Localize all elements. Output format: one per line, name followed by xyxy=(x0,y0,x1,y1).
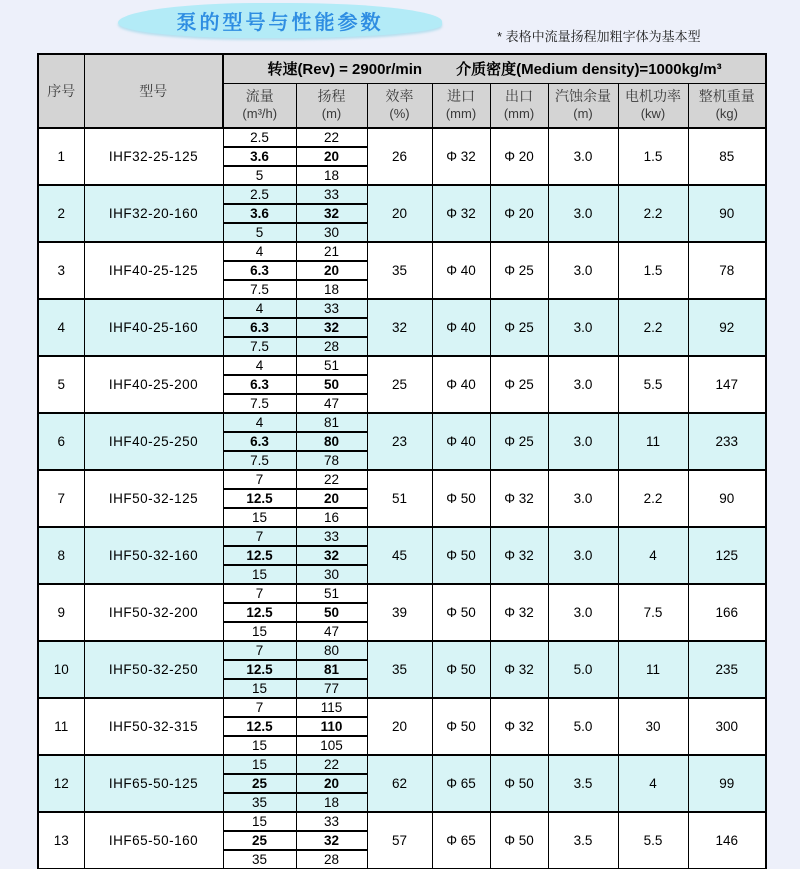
efficiency-cell: 45 xyxy=(367,527,432,584)
inlet-cell: Φ 32 xyxy=(432,128,490,185)
head-cell: 33 xyxy=(296,185,367,204)
inlet-cell: Φ 50 xyxy=(432,584,490,641)
flow-cell: 3.6 xyxy=(223,204,296,223)
head-cell: 32 xyxy=(296,546,367,565)
speed-condition: 转速(Rev) = 2900r/min xyxy=(267,61,423,79)
row-number-cell: 2 xyxy=(38,185,84,242)
model-cell: IHF40-25-200 xyxy=(84,356,223,413)
pump-row-subrow xyxy=(38,185,766,204)
head-cell: 21 xyxy=(296,242,367,261)
flow-cell: 7 xyxy=(223,470,296,489)
col-header-motor-power: 电机功率 (kw) xyxy=(618,83,688,128)
row-number-cell: 10 xyxy=(38,641,84,698)
head-cell: 18 xyxy=(296,166,367,185)
head-cell: 33 xyxy=(296,812,367,831)
head-cell: 110 xyxy=(296,717,367,736)
motor-power-cell: 2.2 xyxy=(618,185,688,242)
head-cell: 32 xyxy=(296,831,367,850)
head-cell: 80 xyxy=(296,641,367,660)
row-number-cell: 12 xyxy=(38,755,84,812)
weight-cell: 85 xyxy=(688,128,766,185)
head-cell: 20 xyxy=(296,261,367,280)
pump-row-subrow xyxy=(38,755,766,774)
outlet-cell: Φ 32 xyxy=(490,527,548,584)
weight-cell: 166 xyxy=(688,584,766,641)
model-cell: IHF32-25-125 xyxy=(84,128,223,185)
head-cell: 50 xyxy=(296,375,367,394)
outlet-cell: Φ 20 xyxy=(490,185,548,242)
motor-power-cell: 4 xyxy=(618,527,688,584)
table-header xyxy=(38,54,766,128)
efficiency-cell: 39 xyxy=(367,584,432,641)
head-cell: 30 xyxy=(296,223,367,242)
motor-power-cell: 5.5 xyxy=(618,356,688,413)
head-cell: 28 xyxy=(296,337,367,356)
flow-cell: 35 xyxy=(223,850,296,869)
head-cell: 32 xyxy=(296,204,367,223)
npsh-cell: 3.0 xyxy=(548,584,618,641)
flow-cell: 15 xyxy=(223,565,296,584)
npsh-cell: 3.5 xyxy=(548,812,618,869)
head-cell: 16 xyxy=(296,508,367,527)
model-cell: IHF40-25-125 xyxy=(84,242,223,299)
npsh-cell: 3.5 xyxy=(548,755,618,812)
npsh-cell: 3.0 xyxy=(548,527,618,584)
model-cell: IHF40-25-250 xyxy=(84,413,223,470)
flow-cell: 7 xyxy=(223,584,296,603)
conditions-header xyxy=(223,54,766,83)
motor-power-cell: 7.5 xyxy=(618,584,688,641)
motor-power-cell: 1.5 xyxy=(618,128,688,185)
head-cell: 81 xyxy=(296,660,367,679)
page-header xyxy=(0,0,800,53)
flow-cell: 5 xyxy=(223,223,296,242)
flow-cell: 15 xyxy=(223,508,296,527)
outlet-cell: Φ 32 xyxy=(490,470,548,527)
flow-cell: 12.5 xyxy=(223,717,296,736)
head-cell: 78 xyxy=(296,451,367,470)
weight-cell: 90 xyxy=(688,470,766,527)
row-number-cell: 11 xyxy=(38,698,84,755)
row-number-cell: 7 xyxy=(38,470,84,527)
row-number-cell: 4 xyxy=(38,299,84,356)
model-cell: IHF50-32-200 xyxy=(84,584,223,641)
flow-cell: 15 xyxy=(223,736,296,755)
weight-cell: 300 xyxy=(688,698,766,755)
model-cell: IHF32-20-160 xyxy=(84,185,223,242)
head-cell: 30 xyxy=(296,565,367,584)
pump-row-subrow xyxy=(38,356,766,375)
row-number-cell: 1 xyxy=(38,128,84,185)
inlet-cell: Φ 40 xyxy=(432,356,490,413)
density-condition: 介质密度(Medium density)=1000kg/m³ xyxy=(456,61,722,79)
npsh-cell: 3.0 xyxy=(548,242,618,299)
pump-spec-table xyxy=(37,53,767,869)
head-cell: 47 xyxy=(296,622,367,641)
pump-row-subrow xyxy=(38,584,766,603)
head-cell: 81 xyxy=(296,413,367,432)
row-number-cell: 5 xyxy=(38,356,84,413)
flow-cell: 4 xyxy=(223,356,296,375)
npsh-cell: 3.0 xyxy=(548,413,618,470)
col-header-outlet: 出口 (mm) xyxy=(490,83,548,128)
efficiency-cell: 20 xyxy=(367,698,432,755)
flow-cell: 15 xyxy=(223,755,296,774)
pump-row-subrow xyxy=(38,527,766,546)
col-header-head: 扬程 (m) xyxy=(296,83,367,128)
flow-cell: 7.5 xyxy=(223,451,296,470)
motor-power-cell: 4 xyxy=(618,755,688,812)
col-header-flow: 流量 (m³/h) xyxy=(223,83,296,128)
head-cell: 18 xyxy=(296,793,367,812)
col-header-inlet: 进口 (mm) xyxy=(432,83,490,128)
head-cell: 22 xyxy=(296,755,367,774)
title-ellipse xyxy=(118,3,442,38)
motor-power-cell: 2.2 xyxy=(618,470,688,527)
head-cell: 20 xyxy=(296,147,367,166)
inlet-cell: Φ 65 xyxy=(432,755,490,812)
inlet-cell: Φ 50 xyxy=(432,527,490,584)
outlet-cell: Φ 25 xyxy=(490,413,548,470)
efficiency-cell: 62 xyxy=(367,755,432,812)
flow-cell: 15 xyxy=(223,622,296,641)
table-body xyxy=(38,128,766,869)
flow-cell: 4 xyxy=(223,413,296,432)
head-cell: 77 xyxy=(296,679,367,698)
efficiency-cell: 35 xyxy=(367,242,432,299)
flow-cell: 7.5 xyxy=(223,280,296,299)
flow-cell: 12.5 xyxy=(223,603,296,622)
inlet-cell: Φ 65 xyxy=(432,812,490,869)
outlet-cell: Φ 25 xyxy=(490,299,548,356)
head-cell: 33 xyxy=(296,299,367,318)
pump-row-subrow xyxy=(38,413,766,432)
outlet-cell: Φ 50 xyxy=(490,755,548,812)
weight-cell: 235 xyxy=(688,641,766,698)
flow-cell: 5 xyxy=(223,166,296,185)
motor-power-cell: 30 xyxy=(618,698,688,755)
motor-power-cell: 11 xyxy=(618,641,688,698)
model-cell: IHF65-50-160 xyxy=(84,812,223,869)
flow-cell: 4 xyxy=(223,299,296,318)
weight-cell: 92 xyxy=(688,299,766,356)
efficiency-cell: 20 xyxy=(367,185,432,242)
pump-row-subrow xyxy=(38,698,766,717)
outlet-cell: Φ 32 xyxy=(490,641,548,698)
model-cell: IHF50-32-125 xyxy=(84,470,223,527)
pump-row-subrow xyxy=(38,128,766,147)
pump-row-subrow xyxy=(38,470,766,489)
head-cell: 18 xyxy=(296,280,367,299)
model-cell: IHF40-25-160 xyxy=(84,299,223,356)
row-number-cell: 3 xyxy=(38,242,84,299)
head-cell: 22 xyxy=(296,470,367,489)
flow-cell: 12.5 xyxy=(223,660,296,679)
weight-cell: 90 xyxy=(688,185,766,242)
col-header-model: 型号 xyxy=(84,54,223,128)
outlet-cell: Φ 32 xyxy=(490,584,548,641)
inlet-cell: Φ 50 xyxy=(432,641,490,698)
npsh-cell: 3.0 xyxy=(548,128,618,185)
head-cell: 33 xyxy=(296,527,367,546)
pump-row-subrow xyxy=(38,299,766,318)
flow-cell: 15 xyxy=(223,679,296,698)
col-header-weight: 整机重量 (kg) xyxy=(688,83,766,128)
motor-power-cell: 2.2 xyxy=(618,299,688,356)
flow-cell: 7 xyxy=(223,698,296,717)
inlet-cell: Φ 40 xyxy=(432,413,490,470)
pump-row-subrow xyxy=(38,641,766,660)
npsh-cell: 5.0 xyxy=(548,698,618,755)
efficiency-cell: 26 xyxy=(367,128,432,185)
pump-row-subrow xyxy=(38,242,766,261)
col-header-npsh: 汽蚀余量 (m) xyxy=(548,83,618,128)
npsh-cell: 3.0 xyxy=(548,185,618,242)
head-cell: 50 xyxy=(296,603,367,622)
weight-cell: 78 xyxy=(688,242,766,299)
flow-cell: 2.5 xyxy=(223,185,296,204)
weight-cell: 125 xyxy=(688,527,766,584)
head-cell: 28 xyxy=(296,850,367,869)
head-cell: 47 xyxy=(296,394,367,413)
flow-cell: 25 xyxy=(223,774,296,793)
efficiency-cell: 25 xyxy=(367,356,432,413)
flow-cell: 4 xyxy=(223,242,296,261)
flow-cell: 12.5 xyxy=(223,546,296,565)
row-number-cell: 8 xyxy=(38,527,84,584)
basic-type-note: * 表格中流量扬程加粗字体为基本型 xyxy=(497,29,701,44)
outlet-cell: Φ 25 xyxy=(490,242,548,299)
efficiency-cell: 57 xyxy=(367,812,432,869)
inlet-cell: Φ 50 xyxy=(432,470,490,527)
head-cell: 20 xyxy=(296,489,367,508)
npsh-cell: 3.0 xyxy=(548,299,618,356)
flow-cell: 15 xyxy=(223,812,296,831)
pump-row-subrow xyxy=(38,812,766,831)
outlet-cell: Φ 50 xyxy=(490,812,548,869)
head-cell: 51 xyxy=(296,356,367,375)
model-cell: IHF50-32-250 xyxy=(84,641,223,698)
head-cell: 105 xyxy=(296,736,367,755)
model-cell: IHF50-32-315 xyxy=(84,698,223,755)
flow-cell: 6.3 xyxy=(223,432,296,451)
col-header-serial: 序号 xyxy=(38,54,84,128)
npsh-cell: 5.0 xyxy=(548,641,618,698)
flow-cell: 7 xyxy=(223,527,296,546)
npsh-cell: 3.0 xyxy=(548,356,618,413)
flow-cell: 6.3 xyxy=(223,261,296,280)
col-header-efficiency: 效率 (%) xyxy=(367,83,432,128)
head-cell: 80 xyxy=(296,432,367,451)
inlet-cell: Φ 32 xyxy=(432,185,490,242)
weight-cell: 99 xyxy=(688,755,766,812)
inlet-cell: Φ 50 xyxy=(432,698,490,755)
outlet-cell: Φ 32 xyxy=(490,698,548,755)
head-cell: 51 xyxy=(296,584,367,603)
row-number-cell: 13 xyxy=(38,812,84,869)
weight-cell: 233 xyxy=(688,413,766,470)
efficiency-cell: 51 xyxy=(367,470,432,527)
outlet-cell: Φ 25 xyxy=(490,356,548,413)
head-cell: 20 xyxy=(296,774,367,793)
motor-power-cell: 5.5 xyxy=(618,812,688,869)
inlet-cell: Φ 40 xyxy=(432,299,490,356)
motor-power-cell: 1.5 xyxy=(618,242,688,299)
flow-cell: 35 xyxy=(223,793,296,812)
flow-cell: 3.6 xyxy=(223,147,296,166)
motor-power-cell: 11 xyxy=(618,413,688,470)
efficiency-cell: 35 xyxy=(367,641,432,698)
model-cell: IHF65-50-125 xyxy=(84,755,223,812)
efficiency-cell: 23 xyxy=(367,413,432,470)
flow-cell: 7.5 xyxy=(223,337,296,356)
flow-cell: 7 xyxy=(223,641,296,660)
head-cell: 22 xyxy=(296,128,367,147)
head-cell: 115 xyxy=(296,698,367,717)
flow-cell: 6.3 xyxy=(223,318,296,337)
flow-cell: 2.5 xyxy=(223,128,296,147)
efficiency-cell: 32 xyxy=(367,299,432,356)
flow-cell: 12.5 xyxy=(223,489,296,508)
outlet-cell: Φ 20 xyxy=(490,128,548,185)
flow-cell: 6.3 xyxy=(223,375,296,394)
inlet-cell: Φ 40 xyxy=(432,242,490,299)
row-number-cell: 9 xyxy=(38,584,84,641)
head-cell: 32 xyxy=(296,318,367,337)
weight-cell: 147 xyxy=(688,356,766,413)
flow-cell: 25 xyxy=(223,831,296,850)
page-title: 泵的型号与性能参数 xyxy=(176,12,384,34)
flow-cell: 7.5 xyxy=(223,394,296,413)
weight-cell: 146 xyxy=(688,812,766,869)
row-number-cell: 6 xyxy=(38,413,84,470)
npsh-cell: 3.0 xyxy=(548,470,618,527)
model-cell: IHF50-32-160 xyxy=(84,527,223,584)
